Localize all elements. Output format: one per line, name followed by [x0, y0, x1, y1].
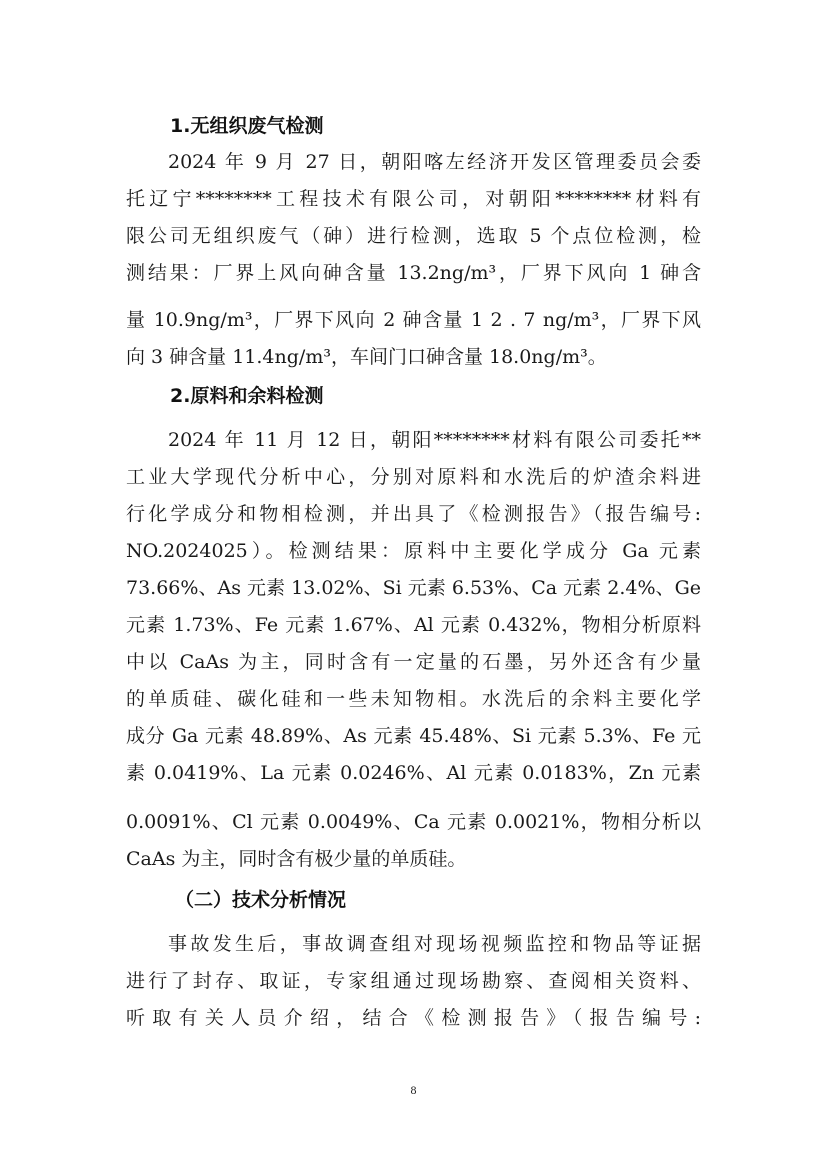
paragraph-line: 2024 年 11 月 12 日，朝阳********材料有限公司委托**: [168, 429, 701, 451]
paragraph-line: 限公司无组织废气（砷）进行检测，选取 5 个点位检测，检: [126, 225, 701, 247]
section-heading-materials: 2.原料和余料检测: [170, 385, 324, 407]
paragraph-line: 2024 年 9 月 27 日，朝阳喀左经济开发区管理委员会委: [168, 151, 701, 173]
section-heading-emissions: 1.无组织废气检测: [170, 115, 324, 137]
paragraph-line: NO.2024025）。检测结果：原料中主要化学成分 Ga 元素: [126, 540, 701, 562]
section-heading-technical-analysis: （二）技术分析情况: [175, 889, 347, 911]
page-number: 8: [410, 1083, 417, 1097]
paragraph-line: 73.66%、As 元素 13.02%、Si 元素 6.53%、Ca 元素 2.4%、Ge: [126, 577, 701, 599]
paragraph-line: 元素 1.73%、Fe 元素 1.67%、Al 元素 0.432%，物相分析原料: [126, 614, 701, 636]
paragraph-line: 工业大学现代分析中心，分别对原料和水洗后的炉渣余料进: [126, 466, 701, 488]
paragraph-line: 进行了封存、取证，专家组通过现场勘察、查阅相关资料、: [126, 970, 701, 992]
paragraph-line: CaAs 为主，同时含有极少量的单质硅。: [126, 848, 467, 870]
paragraph-line: 0.0091%、Cl 元素 0.0049%、Ca 元素 0.0021%，物相分析以: [126, 811, 701, 833]
paragraph-line: 的单质硅、碳化硅和一些未知物相。水洗后的余料主要化学: [126, 688, 701, 710]
paragraph-line: 成分 Ga 元素 48.89%、As 元素 45.48%、Si 元素 5.3%、Fe 元: [126, 725, 701, 747]
paragraph-line: 向 3 砷含量 11.4ng/m³，车间门口砷含量 18.0ng/m³。: [126, 346, 607, 368]
paragraph-line: 行化学成分和物相检测，并出具了《检测报告》（报告编号:: [126, 503, 701, 525]
paragraph-line: 测结果：厂界上风向砷含量 13.2ng/m³，厂界下风向 1 砷含: [126, 262, 701, 284]
paragraph-line: 听取有关人员介绍，结合《检测报告》（报告编号:: [126, 1007, 701, 1029]
paragraph-line: 素 0.0419%、La 元素 0.0246%、Al 元素 0.0183%，Zn 元素: [126, 762, 701, 784]
paragraph-line: 中以 CaAs 为主，同时含有一定量的石墨，另外还含有少量: [126, 651, 701, 673]
paragraph-line: 量 10.9ng/m³，厂界下风向 2 砷含量 1 2 . 7 ng/m³，厂界下风: [126, 309, 701, 331]
paragraph-line: 事故发生后，事故调查组对现场视频监控和物品等证据: [168, 933, 701, 955]
paragraph-line: 托辽宁********工程技术有限公司，对朝阳********材料有: [126, 188, 701, 210]
